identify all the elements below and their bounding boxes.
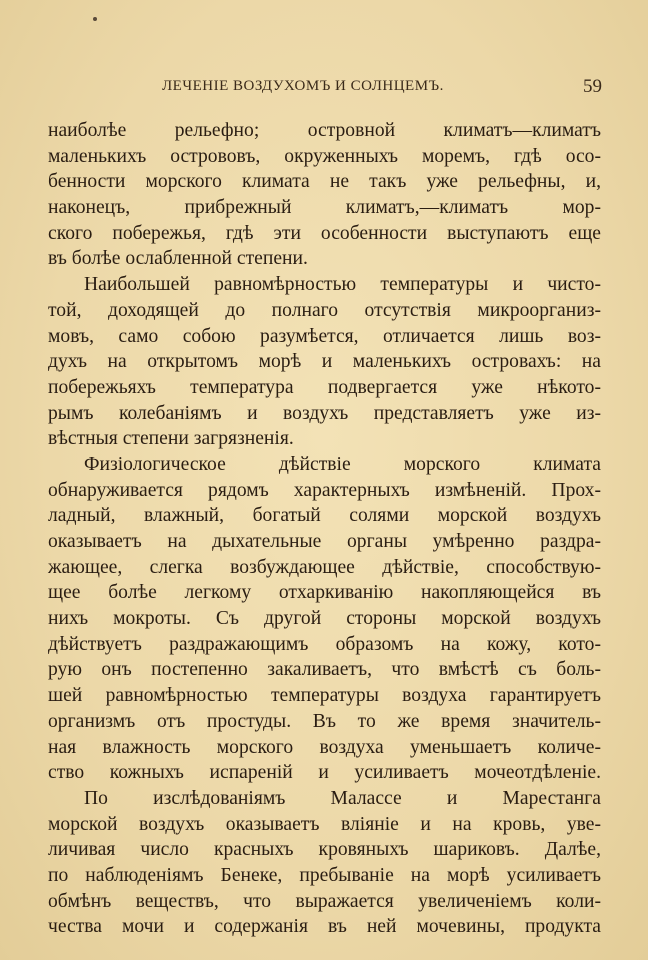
text-line: рымъ колебаніямъ и воздухъ представляетъ уже из- (48, 402, 601, 424)
text-line: шей равномѣрностью температуры воздуха гарантируетъ (48, 685, 601, 707)
text-line: оказываетъ на дыхательные органы умѣренно раздра- (48, 531, 601, 552)
text-line: ладный, влажный, богатый солями морской воздухъ (48, 505, 601, 527)
text-line: вѣстныя степени загрязненія. (48, 428, 294, 450)
text-line: въ болѣе ослабленной степени. (48, 248, 308, 270)
text-line: бенности морского климата не такъ уже рельефны, и, (48, 171, 601, 193)
text-line: наконецъ, прибрежный климатъ,—климатъ мор- (48, 197, 601, 219)
running-title: ЛЕЧЕНІЕ ВОЗДУХОМЪ И СОЛНЦЕМЪ. (162, 78, 444, 94)
body-text (48, 118, 601, 940)
text-line: ского побережья, гдѣ эти особенности выступаютъ еще (48, 222, 601, 244)
text-line: По изслѣдованіямъ Малассе и Марестанга (84, 787, 601, 809)
text-line: ство кожныхъ испареній и усиливаетъ мочеотдѣленіе. (48, 762, 601, 784)
text-line: той, доходящей до полнаго отсутствія микроорганиз- (48, 299, 601, 321)
text-line: рую онъ постепенно закаливаетъ, что вмѣстѣ съ боль- (48, 659, 601, 681)
text-line: нихъ мокроты. Съ другой стороны морской воздухъ (48, 608, 601, 630)
page-number: 59 (583, 76, 602, 97)
text-line: обмѣнъ веществъ, что выражается увеличеніемъ коли- (48, 890, 601, 912)
text-line: жающее, слегка возбуждающее дѣйствіе, способствую- (48, 556, 601, 578)
text-line: Физіологическое дѣйствіе морского климата (84, 453, 601, 475)
text-line: чества мочи и содержанія въ ней мочевины, продукта (48, 916, 601, 938)
text-line: побережьяхъ температура подвергается уже нѣкото- (48, 376, 601, 398)
text-line: личивая число красныхъ кровяныхъ шариковъ. Далѣе, (48, 839, 601, 861)
text-line: ная влажность морского воздуха уменьшаетъ количе- (48, 736, 601, 758)
text-line: организмъ отъ простуды. Въ то же время значитель- (48, 710, 601, 732)
text-line: мовъ, само собою разумѣется, отличается лишь воз- (48, 325, 601, 347)
text-line: щее болѣе легкому отхаркиванію накопляющейся въ (48, 582, 601, 604)
text-line: морской воздухъ оказываетъ вліяніе и на кровь, уве- (48, 813, 601, 835)
text-line: дѣйствуетъ раздражающимъ образомъ на кожу, кото- (48, 633, 601, 655)
text-line: по наблюденіямъ Бенеке, пребываніе на морѣ усиливаетъ (48, 864, 601, 886)
text-line: обнаруживается рядомъ характерныхъ измѣненій. Прох- (48, 479, 601, 501)
text-line: наиболѣе рельефно; островной климатъ—климатъ (48, 120, 601, 141)
text-line: маленькихъ острововъ, окруженныхъ моремъ, гдѣ осо- (48, 145, 601, 167)
text-line: Наибольшей равномѣрностью температуры и чисто- (84, 274, 601, 296)
ink-spot (93, 17, 97, 21)
text-line: духъ на открытомъ морѣ и маленькихъ островахъ: на (48, 351, 601, 373)
page-header (0, 78, 648, 100)
